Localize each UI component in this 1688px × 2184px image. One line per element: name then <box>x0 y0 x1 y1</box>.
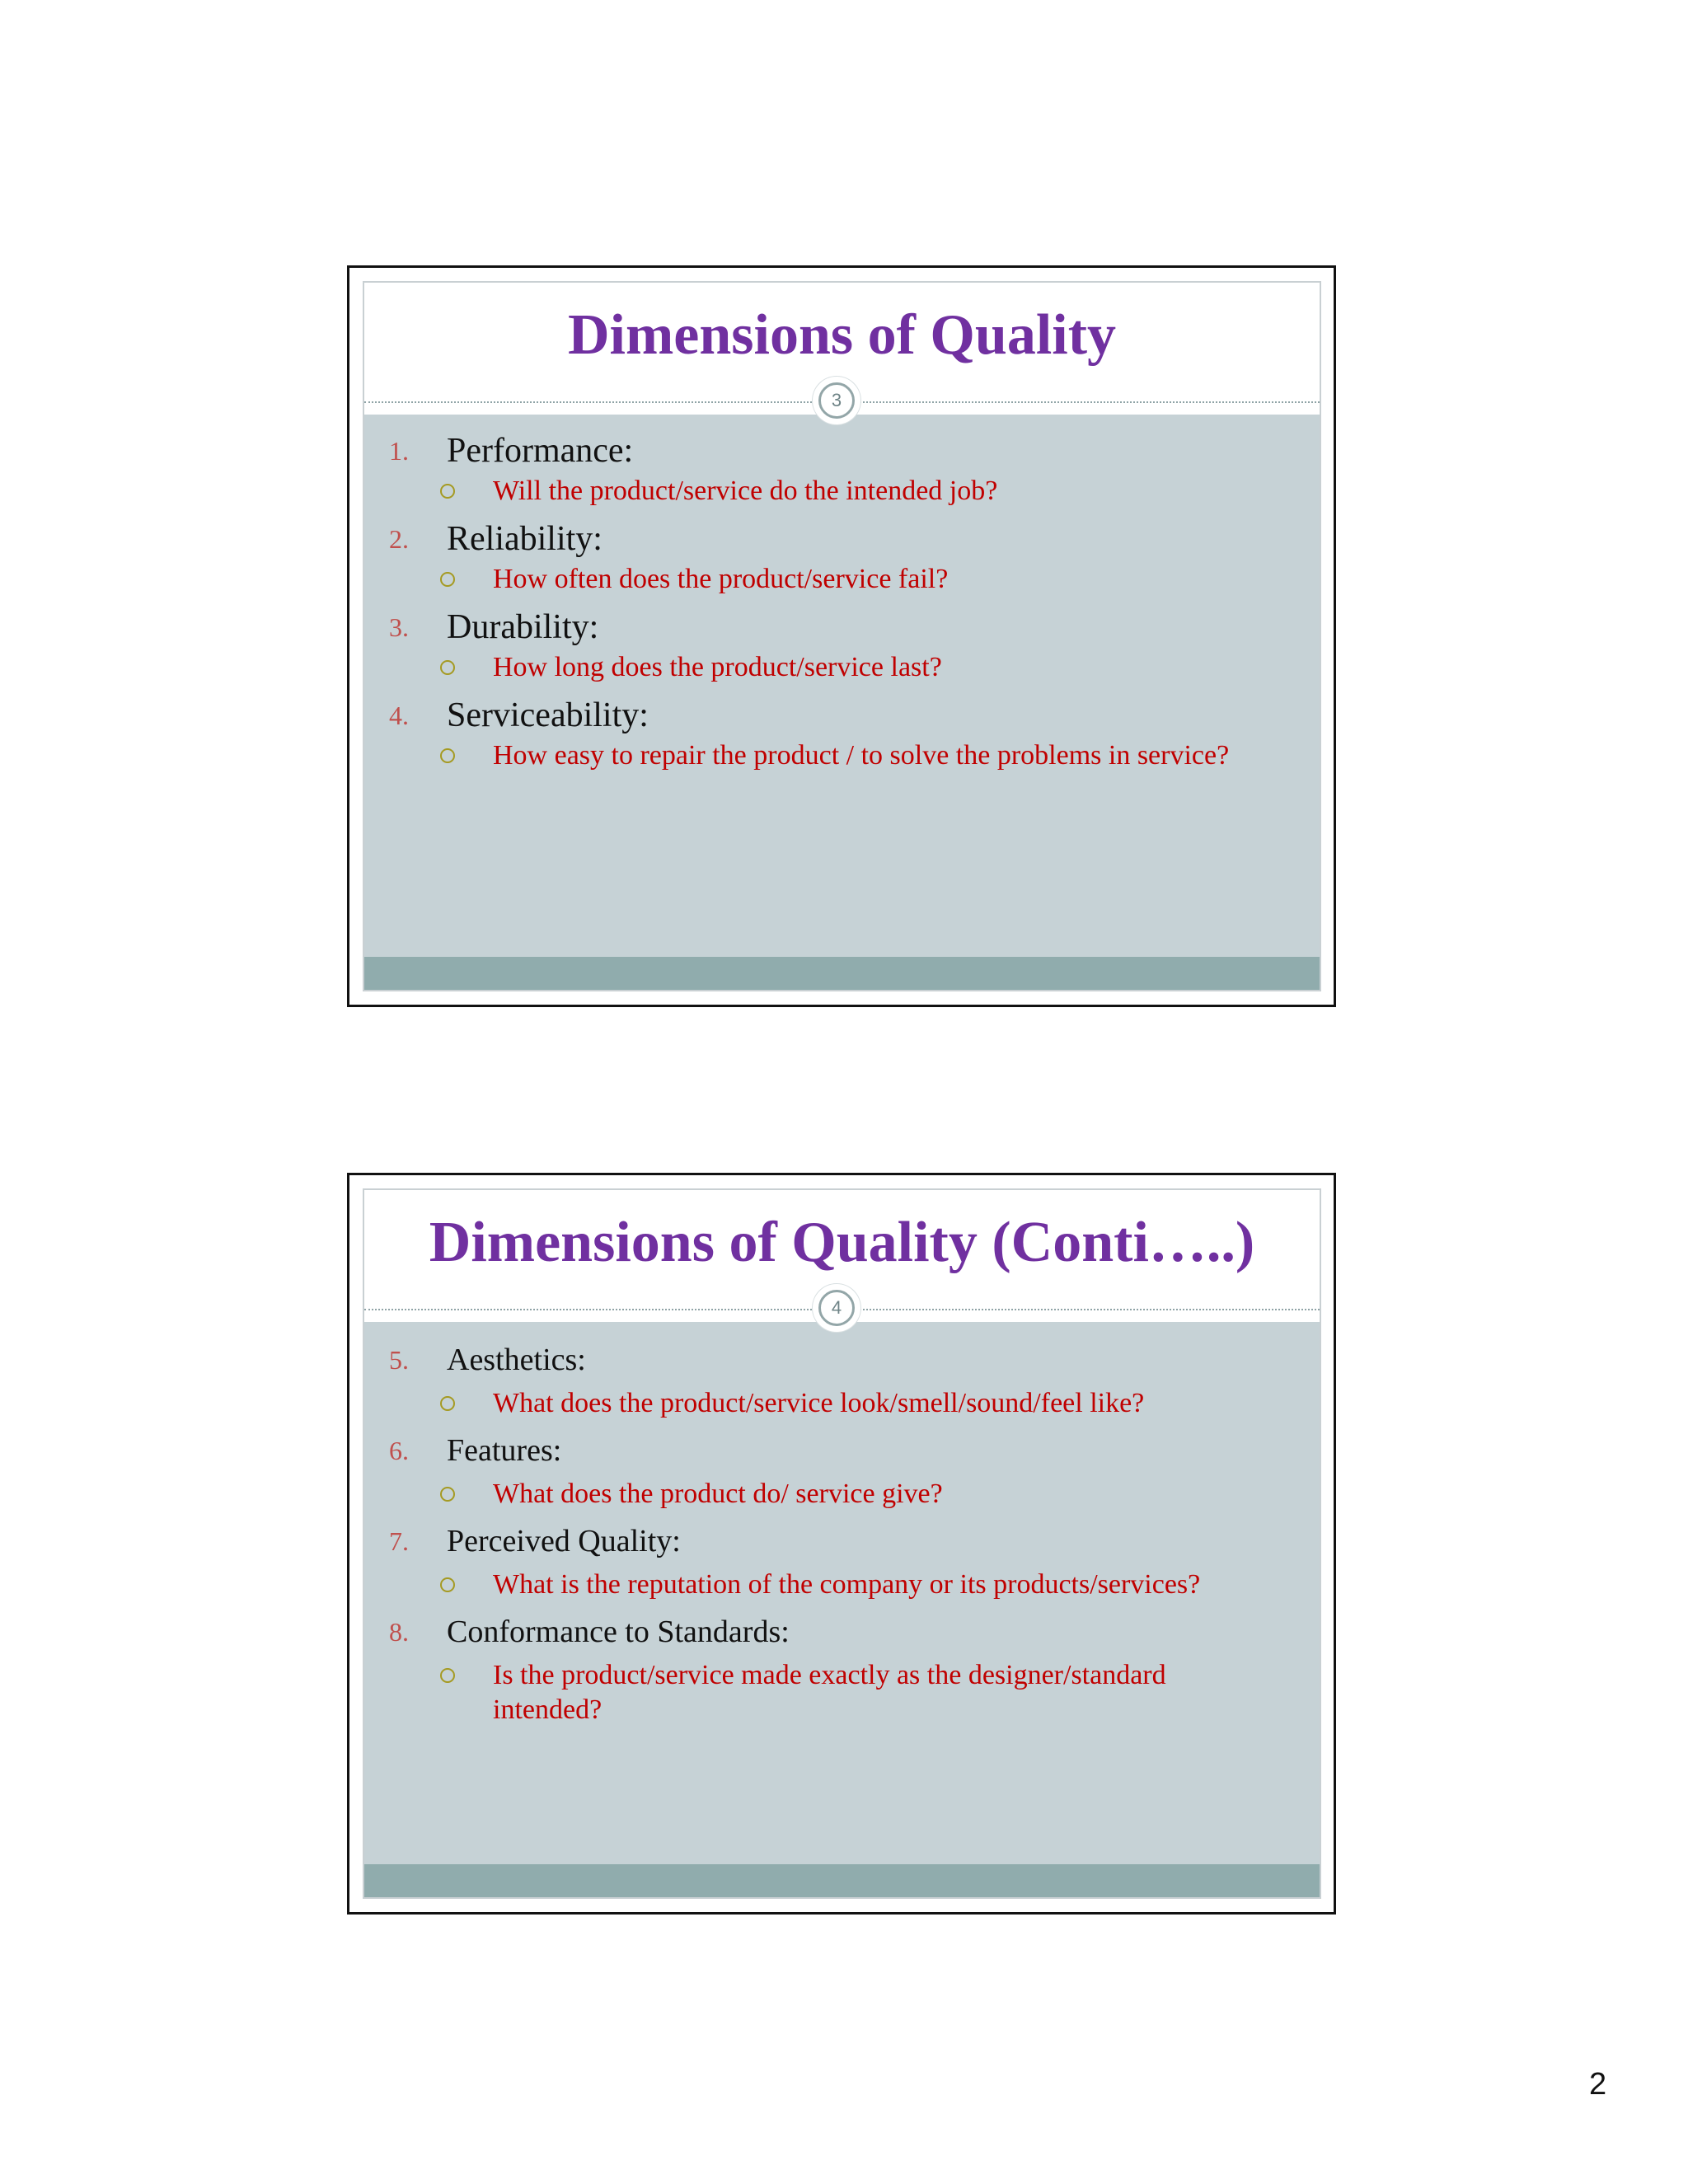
item-description: Is the product/service made exactly as the designer/standard intended? <box>493 1660 1166 1725</box>
item-number: 4. <box>389 701 409 730</box>
item-description: How easy to repair the product / to solve the problems in service? <box>493 740 1230 771</box>
item-label: Serviceability: <box>447 696 649 734</box>
slide-number: 4 <box>818 1290 855 1326</box>
item-description: How often does the product/service fail? <box>493 564 949 594</box>
item-number: 6. <box>389 1436 409 1465</box>
slide-number: 3 <box>818 382 855 419</box>
item-label: Perceived Quality: <box>447 1524 681 1558</box>
slide-number-badge <box>813 1284 860 1332</box>
item-description: Will the product/service do the intended job? <box>493 476 998 506</box>
item-number: 3. <box>389 612 409 642</box>
slide-footer-bar <box>364 1864 1320 1897</box>
item-number: 7. <box>389 1526 409 1556</box>
item-label: Reliability: <box>447 520 603 558</box>
item-description: What does the product/service look/smell/sound/feel like? <box>493 1388 1145 1418</box>
circle-bullet-icon <box>440 1577 455 1592</box>
item-description: What is the reputation of the company or its products/services? <box>493 1569 1201 1600</box>
slide <box>363 1188 1321 1899</box>
item-number: 2. <box>389 524 409 554</box>
slide-frame-4 <box>347 1173 1336 1915</box>
slide-title: Dimensions of Quality <box>567 303 1117 367</box>
item-number: 1. <box>389 436 409 466</box>
item-description: How long does the product/service last? <box>493 652 942 682</box>
circle-bullet-icon <box>440 748 455 763</box>
item-label: Durability: <box>447 608 599 646</box>
item-number: 5. <box>389 1345 409 1375</box>
slide-title: Dimensions of Quality (Conti…..) <box>429 1211 1255 1274</box>
circle-bullet-icon <box>440 660 455 675</box>
circle-bullet-icon <box>440 1396 455 1411</box>
circle-bullet-icon <box>440 1487 455 1502</box>
item-label: Conformance to Standards: <box>447 1615 790 1649</box>
circle-bullet-icon <box>440 572 455 587</box>
item-number: 8. <box>389 1617 409 1647</box>
item-label: Features: <box>447 1433 562 1468</box>
circle-bullet-icon <box>440 1668 455 1683</box>
slide-frame-3 <box>347 265 1336 1007</box>
item-label: Performance: <box>447 432 634 470</box>
item-label: Aesthetics: <box>447 1343 586 1377</box>
page-number: 2 <box>1589 2067 1607 2102</box>
slide-number-badge <box>813 377 860 424</box>
slide-footer-bar <box>364 957 1320 990</box>
circle-bullet-icon <box>440 484 455 499</box>
slide <box>363 281 1321 991</box>
item-description: What does the product do/ service give? <box>493 1479 943 1509</box>
